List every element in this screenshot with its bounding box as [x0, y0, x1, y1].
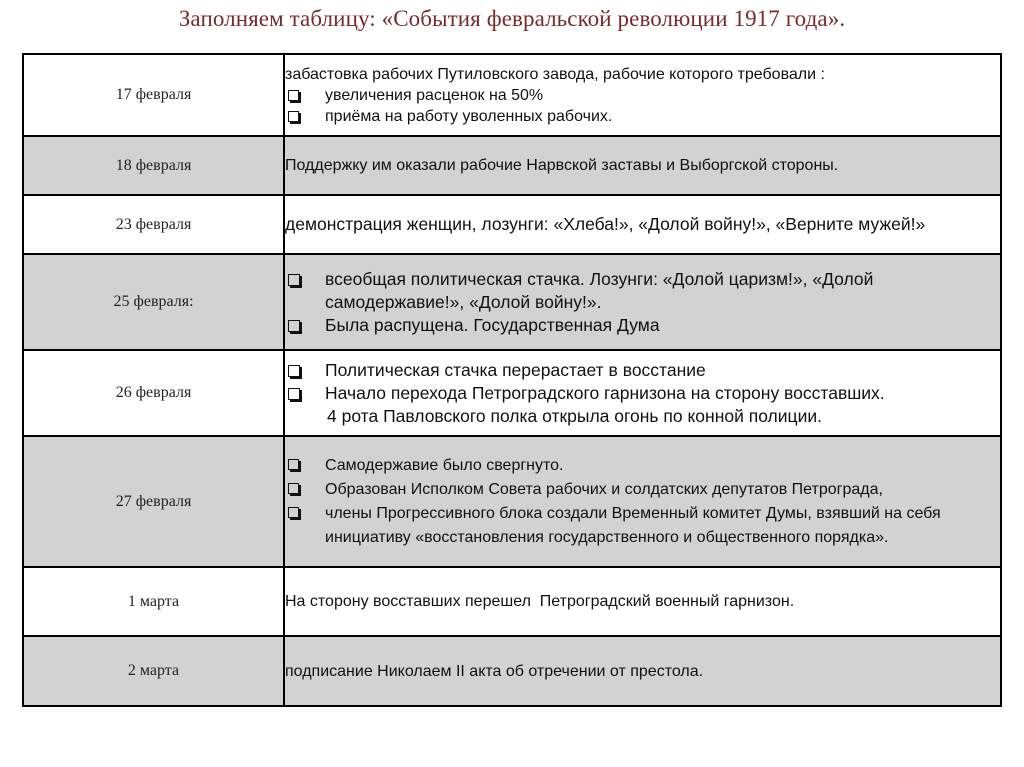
- checkbox-bullet-icon: [288, 274, 300, 286]
- list-item: [285, 478, 1000, 502]
- checkbox-bullet-icon: [288, 320, 300, 332]
- date-cell: 17 февраля: [23, 54, 284, 136]
- checkbox-bullet-icon: [288, 483, 299, 494]
- row-text: демонстрация женщин, лозунги: «Хлеба!», «Долой войну!», «Верните мужей!»: [285, 214, 926, 234]
- table-row: [23, 136, 1001, 195]
- list-item-text: Была распущена. Государственная Дума: [325, 314, 660, 335]
- list-item: [285, 502, 1000, 550]
- row-intro: забастовка рабочих Путиловского завода, рабочие которого требовали :: [285, 65, 825, 83]
- list-item-text: члены Прогрессивного блока создали Временный комитет Думы, взявший на себя инициативу «восстановления государственного и общественного порядка».: [325, 504, 941, 546]
- list-item-text: Самодержавие было свергнуто.: [325, 456, 564, 474]
- list-item: [285, 454, 1000, 478]
- table-row: [23, 350, 1001, 436]
- events-table: [22, 53, 1002, 707]
- list-item-text: всеобщая политическая стачка. Лозунги: «Долой царизм!», «Долой самодержавие!», «Долой войну!».: [325, 268, 874, 312]
- list-item: [285, 106, 1000, 127]
- list-item: [285, 314, 1000, 337]
- checkbox-bullet-icon: [288, 459, 299, 470]
- list-item-text: приёма на работу уволенных рабочих.: [325, 107, 613, 125]
- table-row: [23, 54, 1001, 136]
- row-text: На сторону восставших перешел Петроградский военный гарнизон.: [285, 593, 795, 610]
- list-item-text: увеличения расценок на 50%: [325, 86, 544, 104]
- checkbox-bullet-icon: [288, 111, 299, 122]
- date-cell: 27 февраля: [23, 436, 284, 567]
- checkbox-bullet-icon: [288, 507, 299, 518]
- date-cell: 18 февраля: [23, 136, 284, 195]
- list-item: [285, 85, 1000, 106]
- checkbox-bullet-icon: [288, 388, 300, 400]
- description-cell: [284, 636, 1001, 706]
- table-row: [23, 436, 1001, 567]
- description-cell: [284, 350, 1001, 436]
- checkbox-bullet-icon: [288, 90, 299, 101]
- list-item-text: Начало перехода Петроградского гарнизона на сторону восставших.: [325, 382, 885, 403]
- date-cell: 2 марта: [23, 636, 284, 706]
- table-row: [23, 567, 1001, 636]
- page-title: Заполняем таблицу: «События февральской революции 1917 года».: [178, 6, 846, 31]
- description-cell: [284, 195, 1001, 254]
- description-cell: [284, 567, 1001, 636]
- list-item: [285, 359, 1000, 382]
- row-note: 4 рота Павловского полка открыла огонь по конной полиции.: [327, 405, 822, 426]
- date-cell: 1 марта: [23, 567, 284, 636]
- description-cell: [284, 54, 1001, 136]
- row-text: подписание Николаем II акта об отречении от престола.: [285, 662, 704, 680]
- description-cell: [284, 136, 1001, 195]
- list-item-text: Образован Исполком Совета рабочих и солдатских депутатов Петрограда,: [325, 480, 883, 498]
- table-row: [23, 254, 1001, 350]
- list-item: [285, 268, 1000, 314]
- date-cell: 25 февраля:: [23, 254, 284, 350]
- list-item-text: Политическая стачка перерастает в восстание: [325, 359, 706, 380]
- description-cell: [284, 254, 1001, 350]
- description-cell: [284, 436, 1001, 567]
- list-item: [285, 382, 1000, 405]
- table-row: [23, 195, 1001, 254]
- table-row: [23, 636, 1001, 706]
- checkbox-bullet-icon: [288, 365, 300, 377]
- date-cell: 26 февраля: [23, 350, 284, 436]
- row-text: Поддержку им оказали рабочие Нарвской заставы и Выборгской стороны.: [285, 157, 839, 174]
- date-cell: 23 февраля: [23, 195, 284, 254]
